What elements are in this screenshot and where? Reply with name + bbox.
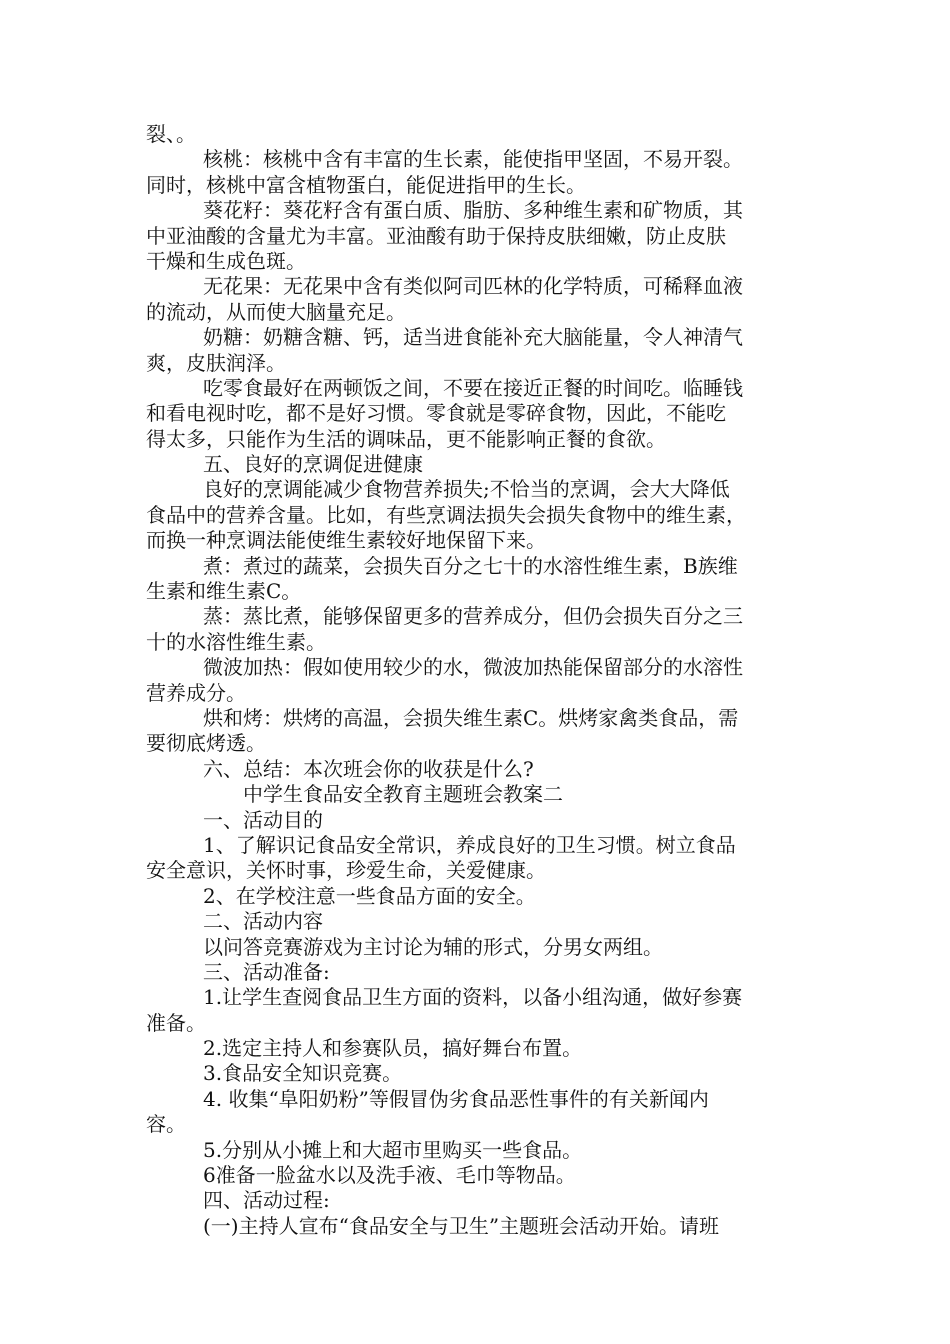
text-line: 十的水溶性维生素。 [146,629,326,654]
text-line: 烘和烤：烘烤的高温，会损失维生素C。烘烤家禽类食品，需 [203,705,739,730]
text-line: 中亚油酸的含量尤为丰富。亚油酸有助于保持皮肤细嫩，防止皮肤 [146,223,726,248]
text-line: 而换一种烹调法能使维生素较好地保留下来。 [146,528,546,553]
text-line: 干燥和生成色斑。 [146,248,306,273]
section-heading: 五、良好的烹调促进健康 [203,452,423,477]
text-line: 葵花籽：葵花籽含有蛋白质、脂肪、多种维生素和矿物质，其 [203,198,743,223]
text-line: 的流动，从而使大脑量充足。 [146,299,406,324]
section-heading: 一、活动目的 [203,807,323,832]
text-line: 生素和维生素C。 [146,579,302,604]
text-line: (一)主持人宣布“食品安全与卫生”主题班会活动开始。请班 [203,1213,720,1238]
text-line: 裂、。 [146,122,196,146]
document-title: 中学生食品安全教育主题班会教案二 [243,782,563,807]
text-line: 2.选定主持人和参赛队员，搞好舞台布置。 [203,1036,583,1061]
text-line: 1、了解识记食品安全常识，养成良好的卫生习惯。树立食品 [203,832,736,857]
text-line: 无花果：无花果中含有类似阿司匹林的化学特质，可稀释血液 [203,274,743,299]
text-line: 5.分别从小摊上和大超市里购买一些食品。 [203,1137,583,1162]
text-line: 吃零食最好在两顿饭之间，不要在接近正餐的时间吃。临睡钱 [203,375,743,400]
text-line: 以问答竞赛游戏为主讨论为辅的形式，分男女两组。 [203,934,663,959]
text-line: 核桃：核桃中含有丰富的生长素，能使指甲坚固，不易开裂。 [203,147,743,172]
text-line: 食品中的营养含量。比如，有些烹调法损失会损失食物中的维生素， [146,502,746,527]
text-line: 4. 收集“阜阳奶粉”等假冒伪劣食品恶性事件的有关新闻内 [203,1086,709,1111]
text-line: 煮：煮过的蔬菜，会损失百分之七十的水溶性维生素，B族维 [203,553,738,578]
text-line: 营养成分。 [146,680,246,705]
section-heading: 四、活动过程: [203,1188,330,1213]
text-line: 蒸：蒸比煮，能够保留更多的营养成分，但仍会损失百分之三 [203,604,743,629]
section-heading: 六、总结：本次班会你的收获是什么? [203,756,534,781]
section-heading: 二、活动内容 [203,909,323,934]
text-line: 要彻底烤透。 [146,731,266,756]
text-line: 3.食品安全知识竞赛。 [203,1061,403,1086]
text-line: 1.让学生查阅食品卫生方面的资料，以备小组沟通，做好参赛 [203,985,743,1010]
text-line: 得太多，只能作为生活的调味品，更不能影响正餐的食欲。 [146,426,666,451]
text-line: 良好的烹调能减少食物营养损失;不恰当的烹调，会大大降低 [203,477,730,502]
document-body [146,122,816,1239]
text-line: 同时，核桃中富含植物蛋白，能促进指甲的生长。 [146,172,586,197]
text-line: 爽，皮肤润泽。 [146,350,286,375]
text-line: 安全意识，关怀时事，珍爱生命，关爱健康。 [146,858,546,883]
text-line: 微波加热：假如使用较少的水，微波加热能保留部分的水溶性 [203,655,743,680]
text-line: 6准备一脸盆水以及洗手液、毛巾等物品。 [203,1163,576,1188]
text-line: 和看电视时吃，都不是好习惯。零食就是零碎食物，因此，不能吃 [146,401,726,426]
section-heading: 三、活动准备: [203,959,330,984]
text-line: 2、在学校注意一些食品方面的安全。 [203,883,536,908]
text-line: 准备。 [146,1010,206,1035]
text-line: 容。 [146,1112,186,1137]
text-line: 奶糖：奶糖含糖、钙，适当进食能补充大脑能量，令人神清气 [203,325,743,350]
